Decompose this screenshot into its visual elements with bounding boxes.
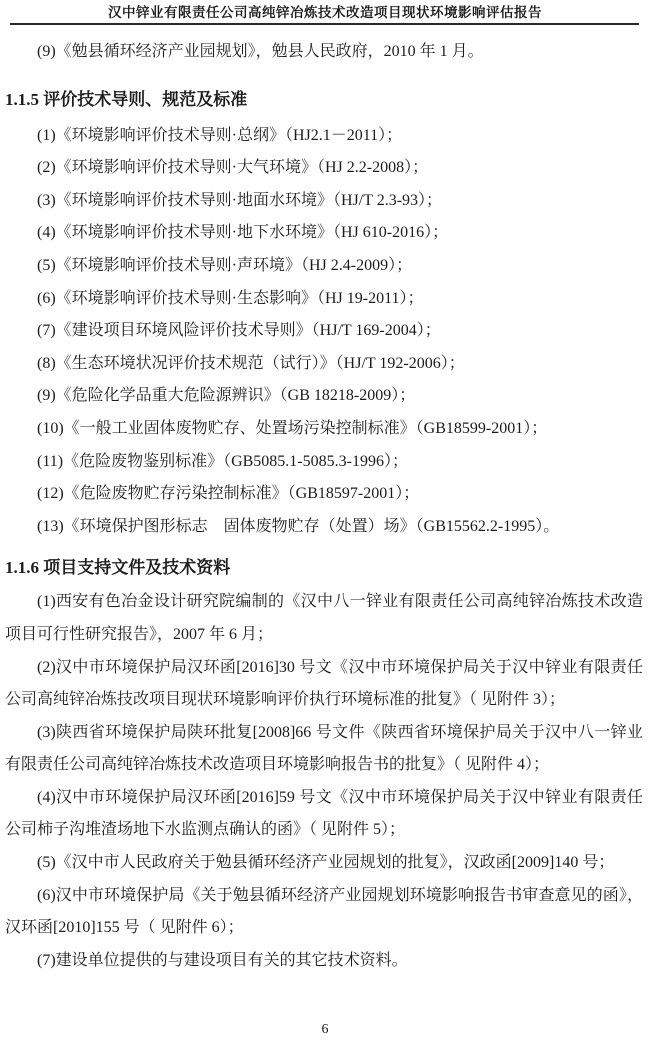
support-doc-item-7: (7)建设单位提供的与建设项目有关的其它技术资料。 bbox=[37, 951, 408, 969]
standard-item-12: (12)《危险废物贮存污染控制标准》（GB18597-2001）； bbox=[37, 485, 420, 503]
page-number: 6 bbox=[321, 1022, 329, 1037]
section-heading-1-1-5: 1.1.5 评价技术导则、规范及标准 bbox=[5, 89, 248, 109]
running-header bbox=[0, 0, 650, 25]
header-rule bbox=[10, 23, 639, 25]
page-content bbox=[0, 36, 650, 977]
standard-item-8: (8)《生态环境状况评价技术规范（试行）》（HJ/T 192-2006）； bbox=[37, 354, 465, 372]
standard-item-1: (1)《环境影响评价技术导则·总纲》（HJ2.1－2011）； bbox=[37, 126, 403, 144]
standard-item-11: (11)《危险废物鉴别标准》（GB5085.1-5085.3-1996）； bbox=[37, 452, 408, 470]
standard-item-9: (9)《危险化学品重大危险源辨识》（GB 18218-2009）； bbox=[37, 387, 416, 405]
reference-item-9: (9)《勉县循环经济产业园规划》，勉县人民政府，2010 年 1 月。 bbox=[37, 43, 484, 60]
standard-item-5: (5)《环境影响评价技术导则·声环境》（HJ 2.4-2009）； bbox=[37, 256, 413, 274]
standard-item-3: (3)《环境影响评价技术导则·地面水环境》（HJ/T 2.3-93）； bbox=[37, 191, 443, 209]
support-doc-item-1: (1)西安有色冶金设计研究院编制的《汉中八一锌业有限责任公司高纯锌冶炼技术改造项目可行性研究报告》，2007 年 6 月； bbox=[5, 593, 643, 643]
running-header-title: 汉中锌业有限责任公司高纯锌冶炼技术改造项目现状环境影响评估报告 bbox=[108, 5, 542, 20]
support-doc-item-6: (6)汉中市环境保护局《关于勉县循环经济产业园规划环境影响报告书审查意见的函》，汉环函[2010]155 号（ 见附件 6）； bbox=[5, 886, 643, 937]
standard-item-4: (4)《环境影响评价技术导则·地下水环境》（HJ 610-2016）； bbox=[37, 224, 449, 242]
standard-item-7: (7)《建设项目环境风险评价技术导则》（HJ/T 169-2004）； bbox=[37, 322, 441, 340]
standard-item-10: (10)《一般工业固体废物贮存、处置场污染控制标准》（GB18599-2001）； bbox=[37, 419, 548, 437]
support-doc-item-3: (3)陕西省环境保护局陕环批复[2008]66 号文件《陕西省环境保护局关于汉中八一锌业有限责任公司高纯锌冶炼技术改造项目环境影响报告书的批复》（ 见附件 4）； bbox=[5, 723, 643, 774]
standard-item-13: (13)《环境保护图形标志 固体废物贮存（处置）场》（GB15562.2-1995）。 bbox=[37, 517, 560, 535]
support-doc-item-5: (5)《汉中市人民政府关于勉县循环经济产业园规划的批复》，汉政函[2009]140 号； bbox=[37, 854, 615, 872]
section-heading-1-1-6: 1.1.6 项目支持文件及技术资料 bbox=[5, 558, 231, 578]
standard-item-2: (2)《环境影响评价技术导则·大气环境》（HJ 2.2-2008）； bbox=[37, 159, 429, 177]
standard-item-6: (6)《环境影响评价技术导则·生态影响》（HJ 19-2011）； bbox=[37, 289, 424, 307]
support-doc-item-4: (4)汉中市环境保护局汉环函[2016]59 号文《汉中市环境保护局关于汉中锌业有限责任公司柿子沟堆渣场地下水监测点确认的函》（ 见附件 5）； bbox=[5, 788, 643, 839]
support-doc-item-2: (2)汉中市环境保护局汉环函[2016]30 号文《汉中市环境保护局关于汉中锌业有限责任公司高纯锌冶炼技改项目现状环境影响评价执行环境标准的批复》（ 见附件 3）； bbox=[5, 658, 643, 709]
